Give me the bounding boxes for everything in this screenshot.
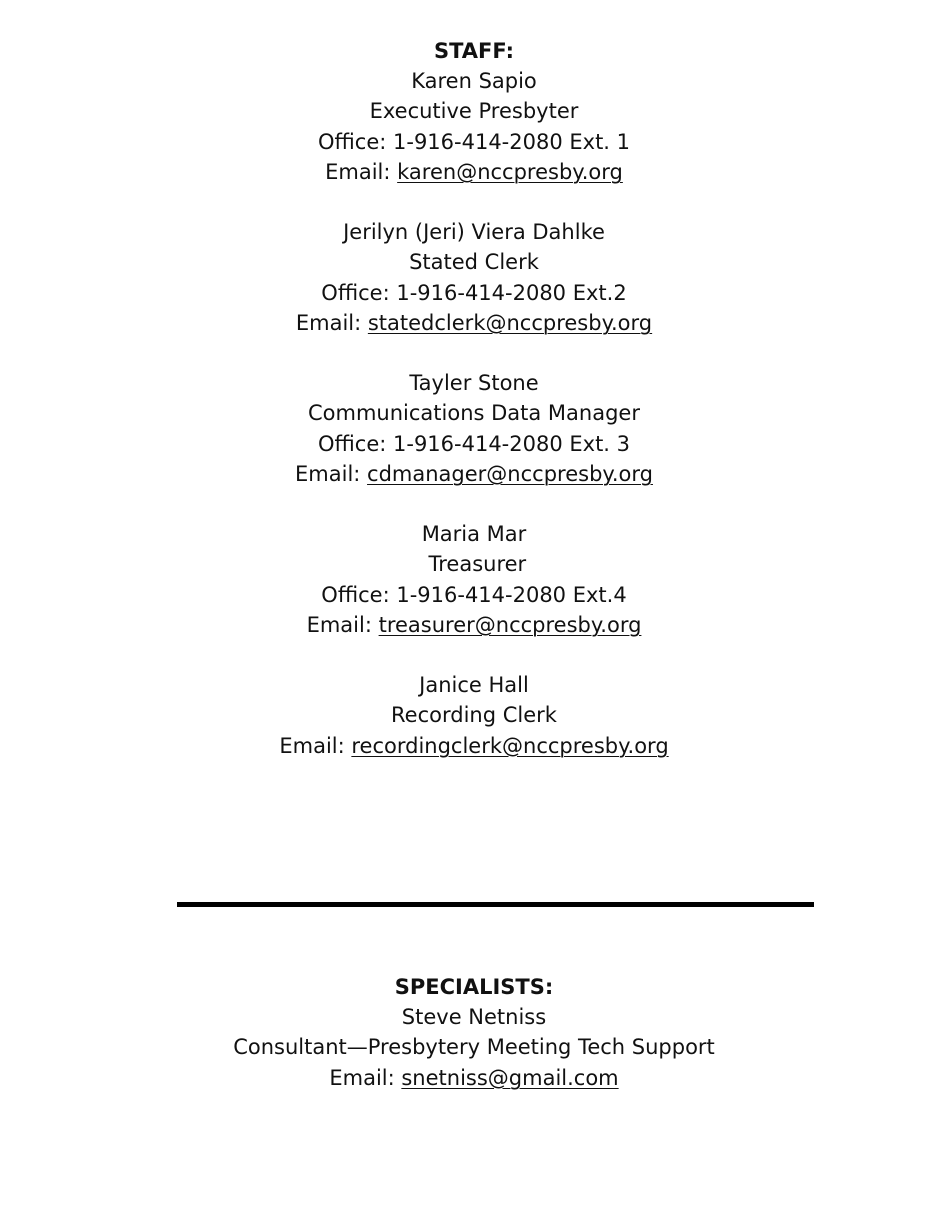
email-link-treasurer[interactable]: treasurer@nccpresby.org: [378, 612, 642, 637]
staff-contact-maria-mar: [0, 519, 948, 640]
contact-name: Tayler Stone: [409, 371, 539, 396]
contact-office-phone: Office: 1-916-414-2080 Ext. 1: [317, 129, 631, 154]
email-link-karen[interactable]: karen@nccpresby.org: [397, 159, 623, 184]
staff-section: [0, 36, 948, 791]
email-link-recordingclerk[interactable]: recordingclerk@nccpresby.org: [351, 733, 669, 758]
contact-email-line: [0, 731, 948, 761]
contact-name: Maria Mar: [421, 522, 527, 547]
contact-title: Consultant—Presbytery Meeting Tech Support: [233, 1035, 715, 1060]
email-link-snetniss[interactable]: snetniss@gmail.com: [401, 1065, 619, 1090]
contact-title: Communications Data Manager: [307, 401, 640, 426]
contact-email-line: [0, 308, 948, 338]
staff-heading: STAFF:: [433, 39, 514, 63]
contact-email-line: [0, 157, 948, 187]
contact-name: Janice Hall: [419, 673, 529, 698]
contact-title: Treasurer: [421, 552, 527, 577]
staff-contact-karen-sapio: [0, 66, 948, 187]
staff-contact-jerilyn-dahlke: [0, 217, 948, 338]
contact-name: Steve Netniss: [401, 1005, 547, 1030]
contact-office-phone: Office: 1-916-414-2080 Ext.2: [321, 280, 627, 305]
email-label: Email:: [306, 612, 379, 637]
specialist-contact-steve-netniss: [0, 1002, 948, 1093]
specialists-section: [0, 972, 948, 1123]
email-label: Email:: [279, 733, 352, 758]
staff-contact-janice-hall: [0, 670, 948, 761]
email-label: Email:: [295, 310, 368, 335]
email-label: Email:: [325, 159, 398, 184]
section-divider: [177, 902, 814, 907]
contact-office-phone: Office: 1-916-414-2080 Ext. 3: [317, 431, 631, 456]
email-label: Email:: [329, 1065, 402, 1090]
contact-title: Recording Clerk: [391, 703, 557, 728]
email-link-cdmanager[interactable]: cdmanager@nccpresby.org: [367, 461, 653, 486]
contact-office-phone: Office: 1-916-414-2080 Ext.4: [321, 582, 627, 607]
staff-contact-tayler-stone: [0, 368, 948, 489]
contact-email-line: [0, 459, 948, 489]
contact-email-line: [0, 610, 948, 640]
contact-email-line: [0, 1063, 948, 1093]
email-link-statedclerk[interactable]: statedclerk@nccpresby.org: [367, 310, 653, 335]
contact-name: Jerilyn (Jeri) Viera Dahlke: [343, 220, 605, 245]
contact-name: Karen Sapio: [411, 69, 537, 94]
contact-title: Executive Presbyter: [369, 99, 579, 124]
contact-title: Stated Clerk: [409, 250, 539, 275]
email-label: Email:: [295, 461, 368, 486]
specialists-heading: SPECIALISTS:: [394, 975, 554, 999]
